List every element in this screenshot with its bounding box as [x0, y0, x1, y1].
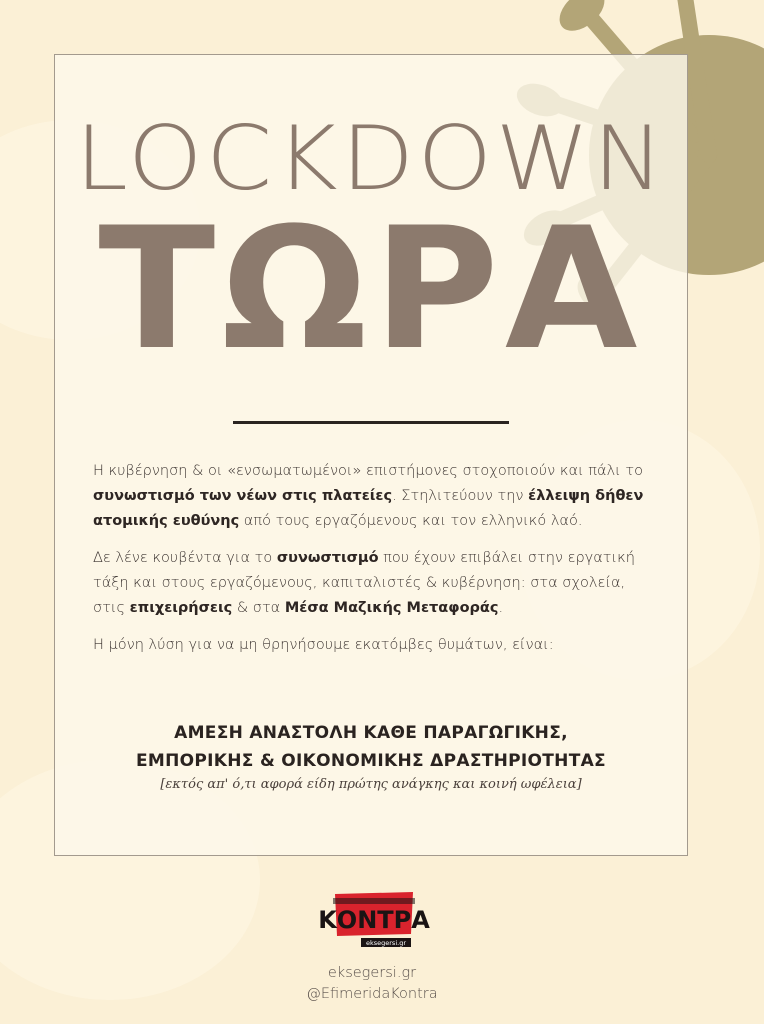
demand-note: [εκτός απ' ό,τι αφορά είδη πρώτης ανάγκης και κοινή ωφέλεια]: [160, 777, 582, 792]
headline-now: ΤΩΡΑ: [98, 191, 644, 387]
logo-tagline: eksegersi.gr: [365, 939, 407, 947]
demand-heading: ΑΜΕΣΗ ΑΝΑΣΤΟΛΗ ΚΑΘΕ ΠΑΡΑΓΩΓΙΚΗΣ, ΕΜΠΟΡΙΚΗΣ & ΟΙΚΟΝΟΜΙΚΗΣ ΔΡΑΣΤΗΡΙΟΤΗΤΑΣ: [136, 723, 606, 771]
poster-card: [54, 54, 688, 856]
paragraph-2: Δε λένε κουβέντα για το συνωστισμό που έχουν επιβάλει στην εργατική τάξη και στους εργαζόμενους, καπιταλιστές & κυβέρνηση: στα σχολεία, στις επιχειρήσεις & στα Μέσα Μαζικής Μεταφοράς.: [93, 550, 635, 616]
paragraph-3: Η μόνη λύση για να μη θρηνήσουμε εκατόμβες θυμάτων, είναι:: [93, 637, 554, 653]
footer-handle: @EfimeridaKontra: [306, 986, 438, 1002]
logo-wordmark: ΚΟΝΤΡΑ: [318, 906, 430, 934]
paragraph-1: Η κυβέρνηση & οι «ενσωματωμένοι» επιστήμονες στοχοποιούν και πάλι το συνωστισμό των νέων στις πλατείες. Στηλιτεύουν την έλλειψη δήθεν ατομικής ευθύνης από τους εργαζόμενους και τον ελληνικό λαό.: [93, 463, 644, 529]
headline-lockdown: LOCKDOWN: [74, 107, 668, 210]
body-text: [93, 459, 653, 670]
kontra-logo: [318, 890, 430, 950]
divider: [233, 421, 509, 424]
footer-website: eksegersi.gr: [327, 965, 417, 981]
